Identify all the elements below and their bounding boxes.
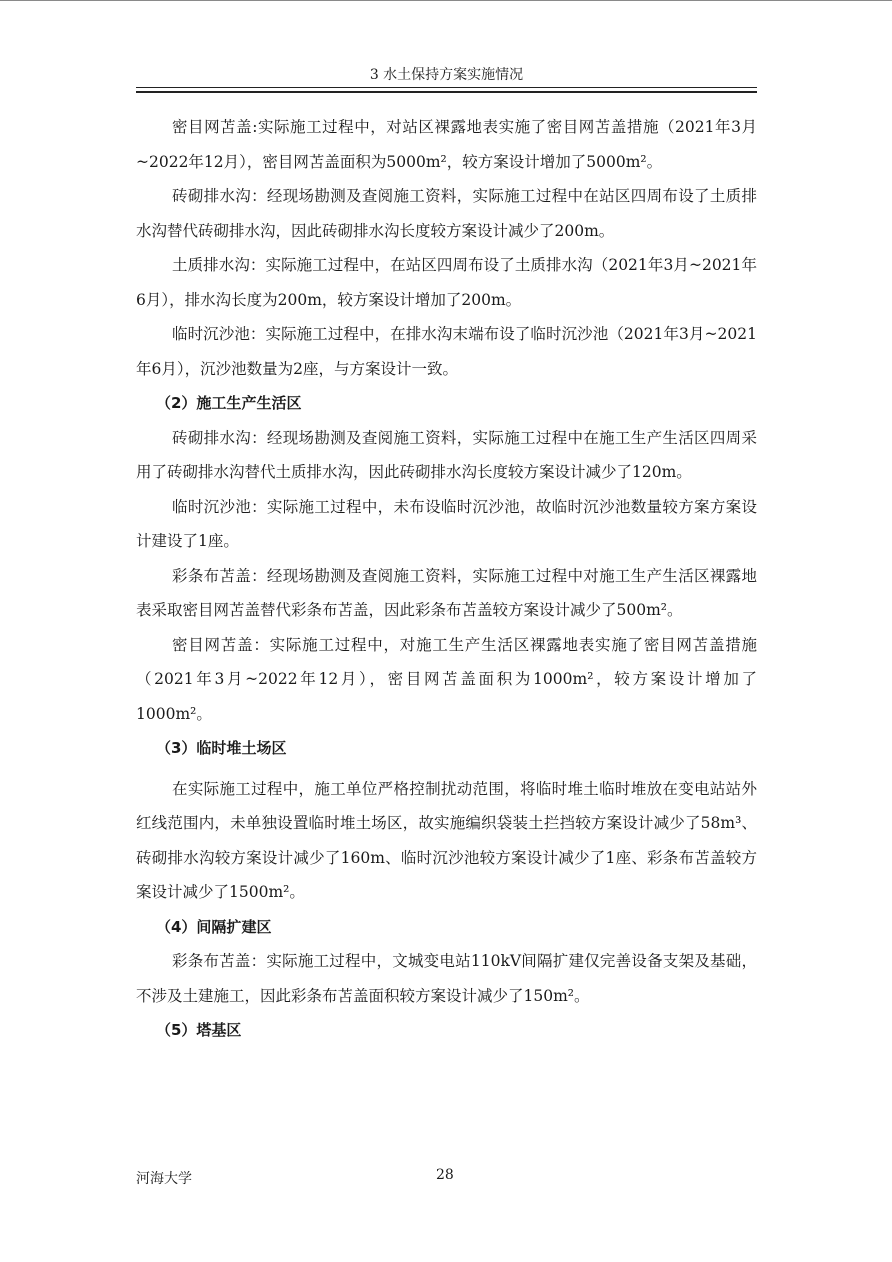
section-heading-3: （3）临时堆土场区 — [156, 739, 287, 757]
top-border — [0, 0, 892, 1]
paragraph-mesh-cover-construction: 密目网苫盖：实际施工过程中，对施工生产生活区裸露地表实施了密目网苫盖措施（2021年3月~2022年12月），密目网苫盖面积为1000m²，较方案设计增加了1000m²。 — [136, 635, 757, 723]
paragraph-earth-drain-station: 土质排水沟：实际施工过程中，在站区四周布设了土质排水沟（2021年3月~2021年6月），排水沟长度为200m，较方案设计增加了200m。 — [136, 256, 757, 309]
footer-institution: 河海大学 — [136, 1171, 192, 1187]
section-heading-2: （2）施工生产生活区 — [156, 394, 302, 412]
header-rule-thin — [136, 87, 757, 88]
paragraph-mesh-cover-station: 密目网苫盖:实际施工过程中，对站区裸露地表实施了密目网苫盖措施（2021年3月~2022年12月），密目网苫盖面积为5000m²，较方案设计增加了5000m²。 — [136, 118, 757, 171]
page-body — [136, 110, 757, 1048]
header-rule-thick — [136, 91, 757, 93]
section-heading-4: （4）间隔扩建区 — [156, 917, 272, 936]
page-header: 3 水土保持方案实施情况 — [369, 67, 524, 83]
paragraph-tarp-cover-construction: 彩条布苫盖：经现场勘测及查阅施工资料，实际施工过程中对施工生产生活区裸露地表采取密目网苫盖替代彩条布苫盖，因此彩条布苫盖较方案设计减少了500m²。 — [136, 566, 757, 619]
section-heading-5: （5）塔基区 — [156, 1021, 242, 1039]
paragraph-temp-soil-yard: 在实际施工过程中，施工单位严格控制扰动范围，将临时堆土临时堆放在变电站站外红线范围内，未单独设置临时堆土场区，故实施编织袋装土拦挡较方案设计减少了58m³、砖砌排水沟较方案设计减少了160m、临时沉沙池较方案设计减少了1座、彩条布苫盖较方案设计减少了1500m²。 — [136, 779, 757, 901]
paragraph-sediment-pond-construction: 临时沉沙池：实际施工过程中，未布设临时沉沙池，故临时沉沙池数量较方案方案设计建设了1座。 — [136, 497, 757, 550]
paragraph-sediment-pond-station: 临时沉沙池：实际施工过程中，在排水沟末端布设了临时沉沙池（2021年3月~2021年6月），沉沙池数量为2座，与方案设计一致。 — [136, 325, 757, 378]
paragraph-brick-drain-construction: 砖砌排水沟：经现场勘测及查阅施工资料，实际施工过程中在施工生产生活区四周采用了砖砌排水沟替代土质排水沟，因此砖砌排水沟长度较方案设计减少了120m。 — [136, 428, 757, 481]
page-number: 28 — [436, 1167, 454, 1183]
paragraph-brick-drain-station: 砖砌排水沟：经现场勘测及查阅施工资料，实际施工过程中在站区四周布设了土质排水沟替代砖砌排水沟，因此砖砌排水沟长度较方案设计减少了200m。 — [136, 187, 757, 240]
paragraph-bay-expansion: 彩条布苫盖：实际施工过程中，文城变电站110kV间隔扩建仅完善设备支架及基础，不涉及土建施工，因此彩条布苫盖面积较方案设计减少了150m²。 — [136, 952, 757, 1005]
